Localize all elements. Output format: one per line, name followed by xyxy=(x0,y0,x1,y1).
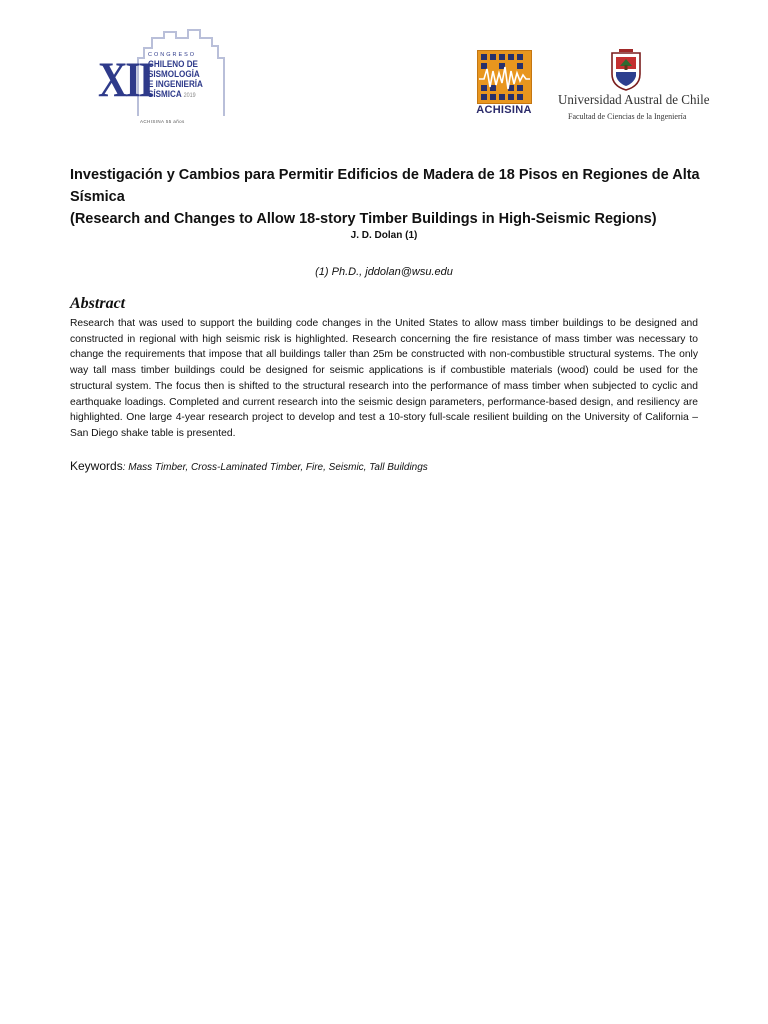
keywords-values: : Mass Timber, Cross-Laminated Timber, Fire, Seismic, Tall Buildings xyxy=(122,462,428,473)
congreso-line4: E INGENIERÍA xyxy=(148,79,203,89)
congreso-line5: SÍSMICA xyxy=(148,89,182,99)
author-line: J. D. Dolan (1) xyxy=(350,230,418,241)
uach-logo xyxy=(556,48,710,126)
keywords-line xyxy=(70,459,698,473)
seismograph-icon xyxy=(478,51,531,103)
uach-name: Universidad Austral de Chile xyxy=(558,93,710,108)
achisina-logo xyxy=(473,50,535,120)
congreso-line1: CONGRESO xyxy=(148,52,197,58)
congreso-footer: ACHISINA 55 años xyxy=(140,119,185,124)
congreso-text xyxy=(148,51,209,101)
title-spanish: Investigación y Cambios para Permitir Edificios de Madera de 18 Pisos en Regiones de Alta Sísmica xyxy=(70,167,700,205)
congreso-line3: SISMOLOGÍA xyxy=(148,69,200,79)
affiliation-line: (1) Ph.D., jddolan@wsu.edu xyxy=(315,266,453,278)
congreso-year: 2019 xyxy=(183,93,196,99)
congreso-line5-wrap xyxy=(148,89,203,101)
title-english: (Research and Changes to Allow 18-story Timber Buildings in High-Seismic Regions) xyxy=(70,211,657,227)
uach-crest-icon xyxy=(556,48,696,92)
achisina-label: ACHISINA xyxy=(476,104,532,116)
abstract-heading: Abstract xyxy=(70,295,126,312)
uach-faculty: Facultad de Ciencias de la Ingeniería xyxy=(568,112,687,121)
congreso-logo xyxy=(96,28,226,132)
abstract-body: Research that was used to support the building code changes in the United States to allow mass timber buildings to be designed and constructed in regional with high seismic risk is highlighted. Research concerning the fire resistance of mass timber was necessary to change the requirements that impose that all buildings taller than 25m be constructed with non-combustible structural systems. The only way tall mass timber buildings could be designed for seismic applications is if combustible materials (wood) could be used for the structural system. The focus then is shifted to the structural research into the performance of mass timber when subjected to cyclic and earthquake loadings. Completed and current research into the seismic design parameters, performance-based design, and resiliency are highlighted. One large 4-year research project to develop and test a 10-story full-scale resilient building on the University of California – San Diego shake table is presented. xyxy=(70,318,698,439)
achisina-emblem xyxy=(477,50,532,104)
keywords-label: Keywords xyxy=(70,459,123,473)
congreso-numeral: XII xyxy=(98,51,153,107)
congreso-line2: CHILENO DE xyxy=(148,59,198,69)
